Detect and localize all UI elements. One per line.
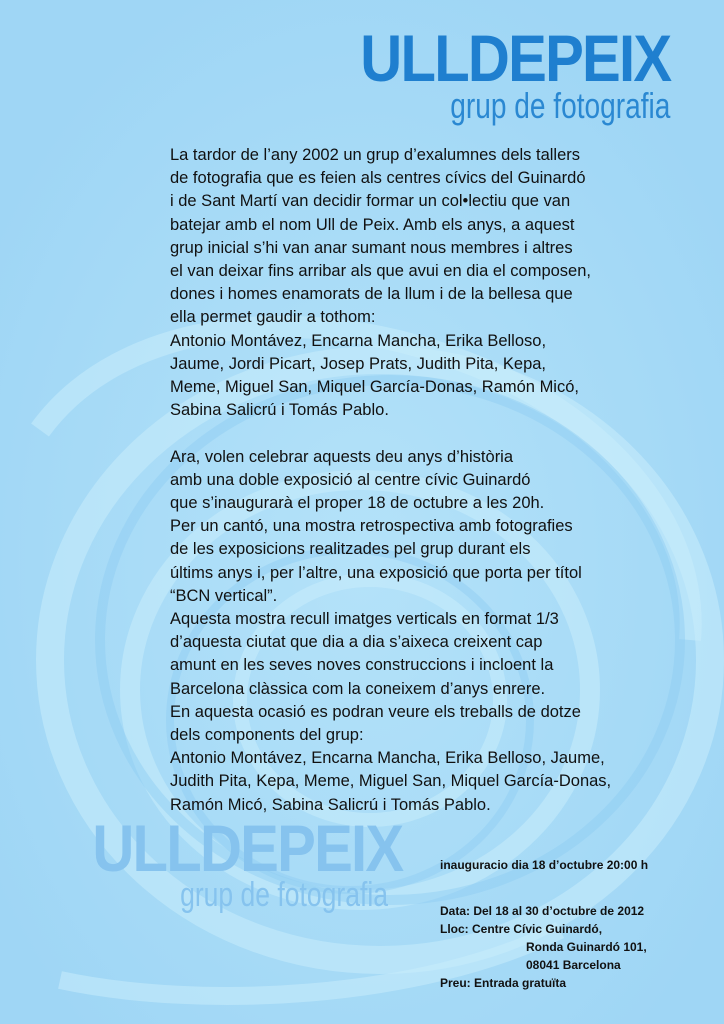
text-line: Antonio Montávez, Encarna Mancha, Erika Belloso, Jaume, [170, 749, 605, 768]
place-text: Lloc: Centre Cívic Guinardó, [440, 922, 603, 936]
text-line: ella permet gaudir a tothom: [170, 308, 376, 327]
logo-watermark [52, 811, 403, 914]
text-line: amb una doble exposició al centre cívic Guinardó [170, 470, 531, 489]
text-line: dels components del grup: [170, 726, 364, 745]
logo-name: ULLDEPEIX [359, 21, 670, 95]
text-line: Jaume, Jordi Picart, Josep Prats, Judith Pita, Kepa, [170, 354, 547, 373]
text-line: i de Sant Martí van decidir formar un col•lectiu que van [170, 192, 571, 211]
text-line: el van deixar fins arribar als que avui en dia el composen, [170, 262, 591, 281]
event-info [440, 856, 710, 992]
address-text: Ronda Guinardó 101, [526, 940, 647, 954]
text-line: últims anys i, per l’altre, una exposició que porta per títol [170, 563, 582, 582]
text-line: grup inicial s’hi van anar sumant nous membres i altres [170, 238, 573, 257]
paragraph-history [170, 144, 710, 422]
postal-code-text: 08041 Barcelona [526, 958, 621, 972]
logo-watermark-subtitle: grup de fotografia [180, 876, 388, 914]
text-line: de les exposicions realitzades pel grup durant els [170, 540, 531, 559]
text-line: Sabina Salicrú i Tomás Pablo. [170, 401, 389, 420]
text-line: Ramón Micó, Sabina Salicrú i Tomás Pablo. [170, 795, 491, 814]
price-text: Preu: Entrada gratuïta [440, 976, 567, 990]
inauguration-text: inauguracio dia 18 d’octubre 20:00 h [440, 858, 649, 872]
paragraph-exhibition [170, 446, 710, 817]
text-line: que s’inaugurarà el proper 18 de octubre a les 20h. [170, 494, 545, 513]
text-line: Judith Pita, Kepa, Meme, Miguel San, Miquel García-Donas, [170, 772, 612, 791]
text-line: Antonio Montávez, Encarna Mancha, Erika Belloso, [170, 331, 547, 350]
text-line: Ara, volen celebrar aquests deu anys d’història [170, 447, 514, 466]
text-line: “BCN vertical”. [170, 586, 278, 605]
text-line: Meme, Miguel San, Miquel García-Donas, Ramón Micó, [170, 378, 579, 397]
text-line: amunt en les seves noves construccions i incloent la [170, 656, 554, 675]
text-line: En aquesta ocasió es podran veure els treballs de dotze [170, 702, 581, 721]
text-line: Per un cantó, una mostra retrospectiva amb fotografies [170, 517, 573, 536]
logo-subtitle: grup de fotografia [449, 85, 670, 126]
text-line: de fotografia que es feien als centres cívics del Guinardó [170, 169, 586, 188]
text-line: La tardor de l’any 2002 un grup d’exalumnes dels tallers [170, 146, 581, 164]
date-text: Data: Del 18 al 30 d’octubre de 2012 [440, 904, 645, 918]
main-text [170, 144, 710, 817]
text-line: dones i homes enamorats de la llum i de la bellesa que [170, 285, 573, 304]
text-line: batejar amb el nom Ull de Peix. Amb els anys, a aquest [170, 215, 575, 234]
text-line: Aquesta mostra recull imatges verticals en format 1/3 [170, 610, 559, 629]
logo-watermark-name: ULLDEPEIX [92, 811, 403, 885]
logo-header [318, 22, 670, 124]
text-line: Barcelona clàssica com la coneixem d’anys enrere. [170, 679, 546, 698]
text-line: d’aquesta ciutat que dia a dia s’aixeca creixent cap [170, 633, 543, 652]
